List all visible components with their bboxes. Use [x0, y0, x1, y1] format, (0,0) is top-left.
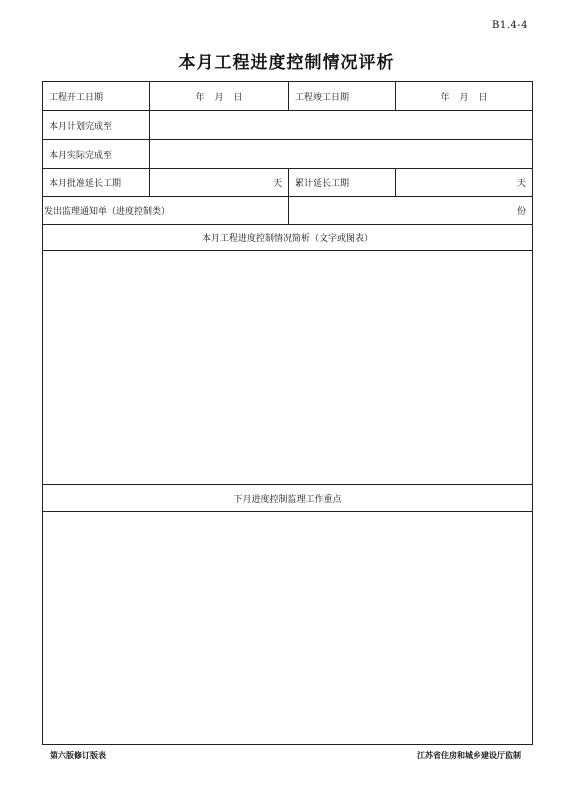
notice-label: 发出监理通知单（进度控制类） — [43, 197, 289, 224]
completion-date-label: 工程竣工日期 — [289, 82, 396, 110]
summary-text-area[interactable] — [43, 251, 532, 485]
approved-extension-field[interactable] — [150, 169, 289, 196]
completion-date-day: 日 — [478, 92, 488, 103]
start-date-label: 工程开工日期 — [43, 82, 150, 110]
footer-issuer: 江苏省住房和城乡建设厅监制 — [417, 751, 521, 760]
next-month-text-area[interactable] — [43, 512, 532, 744]
footer-edition: 第六版修订版表 — [50, 751, 106, 760]
form-code: B1.4-4 — [492, 20, 528, 31]
completion-date-month: 月 — [459, 92, 469, 103]
notice-field[interactable] — [289, 197, 532, 224]
actual-row — [43, 140, 532, 169]
total-extension-label: 累计延长工期 — [289, 169, 396, 196]
planned-field[interactable] — [150, 111, 532, 139]
actual-field[interactable] — [150, 140, 532, 168]
start-date-field[interactable] — [150, 82, 289, 110]
summary-header-row — [43, 225, 532, 251]
date-row — [43, 82, 532, 111]
summary-header: 本月工程进度控制情况简析（文字或图表） — [201, 234, 373, 244]
notice-row — [43, 197, 532, 225]
page-title: 本月工程进度控制情况评析 — [178, 53, 395, 73]
progress-control-form — [42, 81, 533, 745]
start-date-year: 年 — [195, 92, 205, 103]
planned-row — [43, 111, 532, 140]
completion-date-year: 年 — [440, 92, 450, 103]
actual-label: 本月实际完成至 — [43, 140, 150, 168]
next-month-header-row — [43, 485, 532, 512]
start-date-day: 日 — [233, 92, 243, 103]
start-date-month: 月 — [214, 92, 224, 103]
planned-label: 本月计划完成至 — [43, 111, 150, 139]
notice-unit: 份 — [516, 207, 526, 217]
extension-row — [43, 169, 532, 197]
approved-extension-label: 本月批准延长工期 — [43, 169, 150, 196]
total-extension-unit: 天 — [516, 179, 526, 189]
total-extension-field[interactable] — [396, 169, 532, 196]
approved-extension-unit: 天 — [272, 179, 282, 189]
next-month-header: 下月进度控制监理工作重点 — [233, 494, 342, 505]
completion-date-field[interactable] — [396, 82, 532, 110]
